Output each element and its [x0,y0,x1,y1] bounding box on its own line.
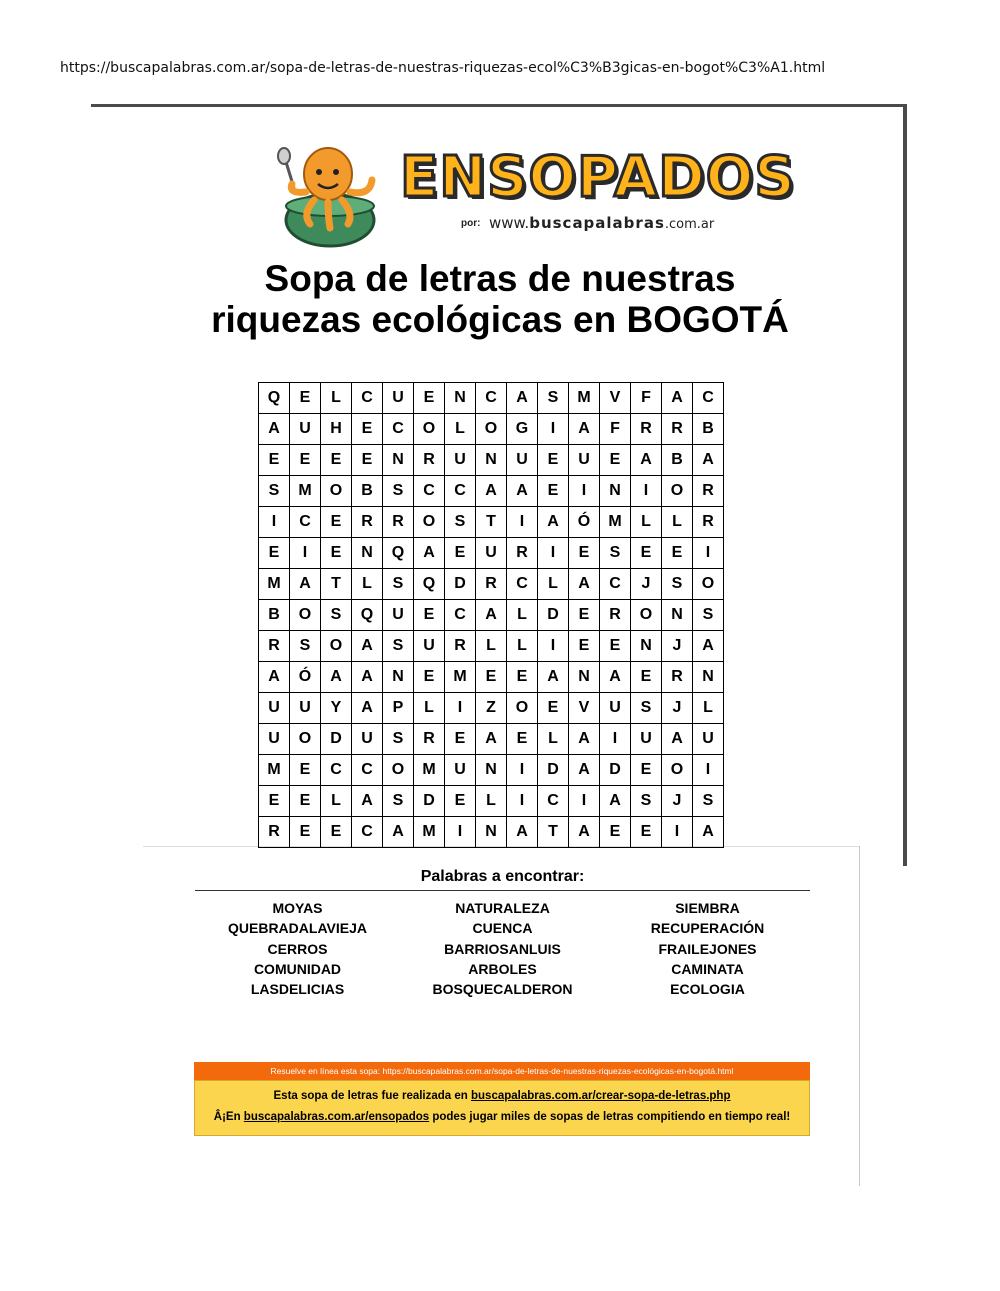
grid-cell[interactable]: A [352,631,383,662]
logo-site-link[interactable] [489,214,714,232]
grid-cell[interactable]: U [259,693,290,724]
grid-cell[interactable]: C [476,383,507,414]
grid-cell[interactable]: L [507,631,538,662]
grid-cell[interactable]: E [259,786,290,817]
grid-cell[interactable]: A [693,445,724,476]
grid-cell[interactable]: A [693,631,724,662]
grid-cell[interactable]: I [569,476,600,507]
grid-cell[interactable]: D [538,755,569,786]
grid-cell[interactable]: U [290,414,321,445]
grid-cell[interactable]: I [693,538,724,569]
grid-cell[interactable]: E [259,445,290,476]
grid-cell[interactable]: V [600,383,631,414]
grid-cell[interactable]: L [662,507,693,538]
grid-cell[interactable]: N [631,631,662,662]
grid-cell[interactable]: O [290,724,321,755]
grid-cell[interactable]: R [507,538,538,569]
grid-cell[interactable]: S [383,476,414,507]
grid-cell[interactable]: R [383,507,414,538]
grid-cell[interactable]: E [600,445,631,476]
grid-cell[interactable]: A [569,724,600,755]
grid-cell[interactable]: R [662,662,693,693]
grid-cell[interactable]: E [507,662,538,693]
grid-cell[interactable]: C [290,507,321,538]
word-item: ARBOLES [468,960,537,977]
word-item: CAMINATA [671,960,744,977]
grid-cell[interactable]: D [600,755,631,786]
grid-cell[interactable]: J [662,693,693,724]
sheet-edge-right [859,846,860,1186]
grid-cell[interactable]: E [631,755,662,786]
grid-cell[interactable]: U [259,724,290,755]
grid-cell[interactable]: C [352,817,383,848]
grid-cell[interactable]: E [538,476,569,507]
grid-cell[interactable]: E [414,383,445,414]
word-item: SIEMBRA [675,900,740,916]
grid-cell[interactable]: B [693,414,724,445]
grid-cell[interactable]: A [507,476,538,507]
logo-by-label: por: [461,218,481,229]
banner-line-1-text: Esta sopa de letras fue realizada en [273,1090,471,1102]
grid-cell[interactable]: U [631,724,662,755]
grid-cell[interactable]: O [662,755,693,786]
grid-cell[interactable]: I [662,817,693,848]
word-item: ECOLOGIA [670,981,745,998]
word-item: FRAILEJONES [658,940,757,957]
grid-cell[interactable]: D [414,786,445,817]
banner-line-1 [195,1090,809,1102]
grid-cell[interactable]: E [600,631,631,662]
grid-cell[interactable]: E [445,786,476,817]
grid-cell[interactable]: R [476,569,507,600]
grid-cell[interactable]: C [414,476,445,507]
grid-cell[interactable]: S [321,600,352,631]
banner-line-2-suffix: podes jugar miles de sopas de letras compitiendo en tiempo real! [429,1111,791,1123]
word-item: CERROS [267,940,328,957]
word-item: COMUNIDAD [253,960,342,977]
grid-cell[interactable]: H [321,414,352,445]
title-line-2: riquezas ecológicas en BOGOTÁ [211,299,789,340]
grid-cell[interactable]: R [259,817,290,848]
grid-cell[interactable]: M [259,569,290,600]
grid-cell[interactable]: A [290,569,321,600]
grid-cell[interactable]: S [290,631,321,662]
grid-cell[interactable]: O [631,600,662,631]
grid-cell[interactable]: T [538,817,569,848]
logo-wordmark: ENSOPADOS [400,145,796,210]
grid-cell[interactable]: A [352,693,383,724]
grid-cell[interactable]: C [445,476,476,507]
grid-cell[interactable]: E [600,817,631,848]
grid-cell[interactable]: B [259,600,290,631]
grid-cell[interactable]: M [600,507,631,538]
grid-cell[interactable]: O [476,414,507,445]
grid-cell[interactable]: E [476,662,507,693]
grid-cell[interactable]: N [600,476,631,507]
grid-cell[interactable]: L [538,569,569,600]
grid-cell[interactable]: E [290,786,321,817]
grid-cell[interactable]: I [538,414,569,445]
grid-cell[interactable]: L [352,569,383,600]
grid-cell[interactable]: L [445,414,476,445]
grid-cell[interactable]: M [414,755,445,786]
grid-cell[interactable]: O [414,414,445,445]
grid-cell[interactable]: U [352,724,383,755]
grid-cell[interactable]: S [662,569,693,600]
logo-site-main: buscapalabras [529,214,665,232]
grid-cell[interactable]: M [414,817,445,848]
create-puzzle-link[interactable]: buscapalabras.com.ar/crear-sopa-de-letras.php [471,1090,731,1102]
grid-cell[interactable]: L [414,693,445,724]
grid-cell[interactable]: I [631,476,662,507]
grid-cell[interactable]: C [693,383,724,414]
grid-cell[interactable]: E [290,755,321,786]
grid-cell[interactable]: F [631,383,662,414]
source-url[interactable]: https://buscapalabras.com.ar/sopa-de-letras-de-nuestras-riquezas-ecol%C3%B3gicas-en-bogot%C3%A1.html [60,60,826,76]
grid-cell[interactable]: R [693,507,724,538]
grid-cell[interactable]: U [383,600,414,631]
grid-cell[interactable]: A [259,414,290,445]
word-item: QUEBRADALAVIEJA [228,920,367,937]
grid-cell[interactable]: N [476,817,507,848]
grid-cell[interactable]: T [476,507,507,538]
grid-cell[interactable]: S [631,693,662,724]
grid-cell[interactable]: C [445,600,476,631]
grid-cell[interactable]: S [259,476,290,507]
grid-cell[interactable]: S [383,631,414,662]
banner-body [194,1080,810,1136]
grid-cell[interactable]: U [383,383,414,414]
grid-cell[interactable]: O [383,755,414,786]
grid-cell[interactable]: J [631,569,662,600]
frame-border-top [91,104,906,107]
grid-cell[interactable]: E [569,631,600,662]
page-title [140,258,860,340]
grid-cell[interactable]: Q [352,600,383,631]
grid-cell[interactable]: A [569,817,600,848]
grid-cell[interactable]: U [507,445,538,476]
word-item: MOYAS [272,900,323,916]
grid-cell[interactable]: U [445,755,476,786]
grid-cell[interactable]: E [631,538,662,569]
grid-cell[interactable]: T [321,569,352,600]
grid-cell[interactable]: R [662,414,693,445]
word-item: LASDELICIAS [250,981,345,998]
grid-cell[interactable]: D [321,724,352,755]
grid-cell[interactable]: L [538,724,569,755]
grid-cell[interactable]: S [383,569,414,600]
grid-cell[interactable]: Q [414,569,445,600]
banner-line-2-prefix: Â¡En [213,1111,244,1123]
word-list [195,898,810,999]
grid-cell[interactable]: S [631,786,662,817]
grid-cell[interactable]: A [662,383,693,414]
grid-cell[interactable]: A [507,817,538,848]
grid-cell[interactable]: N [662,600,693,631]
grid-cell[interactable]: L [507,600,538,631]
grid-cell[interactable]: A [383,817,414,848]
grid-cell[interactable]: R [693,476,724,507]
grid-cell[interactable]: L [476,786,507,817]
logo-site-prefix: www. [489,214,530,232]
words-heading: Palabras a encontrar: [420,868,585,885]
grid-cell[interactable]: C [538,786,569,817]
grid-cell[interactable]: B [662,445,693,476]
grid-cell[interactable]: R [445,631,476,662]
grid-cell[interactable]: V [569,693,600,724]
grid-cell[interactable]: C [383,414,414,445]
grid-cell[interactable]: A [352,662,383,693]
grid-cell[interactable]: Y [321,693,352,724]
grid-cell[interactable]: A [569,414,600,445]
grid-cell[interactable]: I [538,631,569,662]
word-search-grid[interactable] [258,382,724,848]
grid-cell[interactable]: A [414,538,445,569]
grid-cell[interactable]: E [321,507,352,538]
grid-cell[interactable]: E [321,538,352,569]
grid-cell[interactable]: A [600,662,631,693]
grid-cell[interactable]: E [631,817,662,848]
grid-cell[interactable]: E [290,817,321,848]
grid-cell[interactable]: I [259,507,290,538]
grid-cell[interactable]: C [352,755,383,786]
banner-online-link[interactable]: Resuelve en línea esta sopa: https://buscapalabras.com.ar/sopa-de-letras-de-nuestras-riquezas-ecológicas-en-bogotá.html [194,1062,810,1080]
grid-cell[interactable]: U [414,631,445,662]
grid-cell[interactable]: R [352,507,383,538]
grid-cell[interactable]: O [414,507,445,538]
grid-cell[interactable]: O [321,476,352,507]
grid-cell[interactable]: R [600,600,631,631]
words-divider [195,890,810,891]
grid-cell[interactable]: A [259,662,290,693]
grid-cell[interactable]: E [538,445,569,476]
grid-cell[interactable]: J [662,786,693,817]
grid-cell[interactable]: Z [476,693,507,724]
grid-cell[interactable]: I [507,786,538,817]
grid-cell[interactable]: U [693,724,724,755]
grid-cell[interactable]: E [290,445,321,476]
grid-cell[interactable]: I [600,724,631,755]
grid-cell[interactable]: I [693,755,724,786]
grid-cell[interactable]: N [693,662,724,693]
grid-cell[interactable]: O [507,693,538,724]
grid-cell[interactable]: L [476,631,507,662]
grid-cell[interactable]: E [631,662,662,693]
grid-cell[interactable]: A [321,662,352,693]
ensopados-link[interactable]: buscapalabras.com.ar/ensopados [243,1111,430,1123]
grid-cell[interactable]: G [507,414,538,445]
grid-cell[interactable]: E [445,724,476,755]
grid-cell[interactable]: L [631,507,662,538]
grid-cell[interactable]: S [600,538,631,569]
grid-cell[interactable]: S [538,383,569,414]
grid-cell[interactable]: I [538,538,569,569]
grid-cell[interactable]: R [631,414,662,445]
grid-cell[interactable]: M [290,476,321,507]
grid-cell[interactable]: A [352,786,383,817]
grid-cell[interactable]: U [445,445,476,476]
grid-cell[interactable]: A [476,476,507,507]
grid-cell[interactable]: C [507,569,538,600]
grid-cell[interactable]: R [259,631,290,662]
grid-cell[interactable]: N [445,383,476,414]
grid-cell[interactable]: E [290,383,321,414]
grid-cell[interactable]: C [352,383,383,414]
grid-cell[interactable]: M [569,383,600,414]
word-item: NATURALEZA [455,900,550,916]
grid-cell[interactable]: A [538,662,569,693]
grid-cell[interactable]: U [600,693,631,724]
grid-cell[interactable]: E [352,445,383,476]
grid-cell[interactable]: M [445,662,476,693]
grid-cell[interactable]: E [662,538,693,569]
grid-cell[interactable]: N [352,538,383,569]
grid-cell[interactable]: F [600,414,631,445]
grid-cell[interactable]: E [507,724,538,755]
word-item: CUENCA [472,920,533,937]
grid-cell[interactable]: S [445,507,476,538]
grid-cell[interactable]: R [414,445,445,476]
grid-cell[interactable]: L [321,383,352,414]
grid-cell[interactable]: S [693,786,724,817]
grid-cell[interactable]: A [569,755,600,786]
grid-cell[interactable]: E [414,662,445,693]
grid-cell[interactable]: E [321,817,352,848]
grid-cell[interactable]: E [569,600,600,631]
grid-cell[interactable]: S [383,724,414,755]
grid-cell[interactable]: Ó [290,662,321,693]
grid-cell[interactable]: A [476,600,507,631]
grid-cell[interactable]: S [693,600,724,631]
grid-cell[interactable]: U [290,693,321,724]
grid-cell[interactable]: O [321,631,352,662]
grid-cell[interactable]: I [507,507,538,538]
grid-cell[interactable]: E [538,693,569,724]
grid-cell[interactable]: C [600,569,631,600]
grid-cell[interactable]: A [662,724,693,755]
grid-cell[interactable]: A [476,724,507,755]
grid-cell[interactable]: E [259,538,290,569]
grid-cell[interactable]: S [383,786,414,817]
word-item: RECUPERACIÓN [650,920,765,937]
grid-cell[interactable]: I [445,817,476,848]
grid-cell[interactable]: U [476,538,507,569]
grid-cell[interactable]: E [445,538,476,569]
grid-cell[interactable]: D [538,600,569,631]
word-item: BARRIOSANLUIS [444,940,561,957]
grid-cell[interactable]: A [693,817,724,848]
grid-cell[interactable]: I [507,755,538,786]
grid-cell[interactable]: J [662,631,693,662]
grid-cell[interactable]: I [569,786,600,817]
title-line-1: Sopa de letras de nuestras [264,258,736,299]
grid-cell[interactable]: E [352,414,383,445]
frame-border-right [903,104,907,866]
banner-line-2 [195,1111,809,1123]
grid-cell[interactable]: R [414,724,445,755]
grid-cell[interactable]: A [600,786,631,817]
grid-cell[interactable]: E [569,538,600,569]
grid-cell[interactable]: Ó [569,507,600,538]
grid-cell[interactable]: N [383,445,414,476]
grid-cell[interactable]: O [693,569,724,600]
grid-cell[interactable]: N [569,662,600,693]
grid-cell[interactable]: I [290,538,321,569]
grid-cell[interactable]: L [321,786,352,817]
grid-cell[interactable]: M [259,755,290,786]
grid-cell[interactable]: N [476,445,507,476]
grid-cell[interactable]: C [321,755,352,786]
grid-cell[interactable]: N [383,662,414,693]
grid-cell[interactable]: A [569,569,600,600]
grid-cell[interactable]: I [445,693,476,724]
logo-site-suffix: .com.ar [664,217,715,232]
grid-cell[interactable]: P [383,693,414,724]
word-item: BOSQUECALDERON [432,981,573,998]
grid-cell[interactable]: A [631,445,662,476]
grid-cell[interactable]: D [445,569,476,600]
grid-cell[interactable]: B [352,476,383,507]
grid-cell[interactable]: O [290,600,321,631]
grid-cell[interactable]: U [569,445,600,476]
grid-cell[interactable]: E [321,445,352,476]
grid-cell[interactable]: N [476,755,507,786]
grid-cell[interactable]: Q [259,383,290,414]
grid-cell[interactable]: Q [383,538,414,569]
grid-cell[interactable]: A [538,507,569,538]
grid-cell[interactable]: A [507,383,538,414]
grid-cell[interactable]: E [414,600,445,631]
grid-cell[interactable]: L [693,693,724,724]
octopus-in-pot-icon [272,140,384,250]
grid-cell[interactable]: O [662,476,693,507]
